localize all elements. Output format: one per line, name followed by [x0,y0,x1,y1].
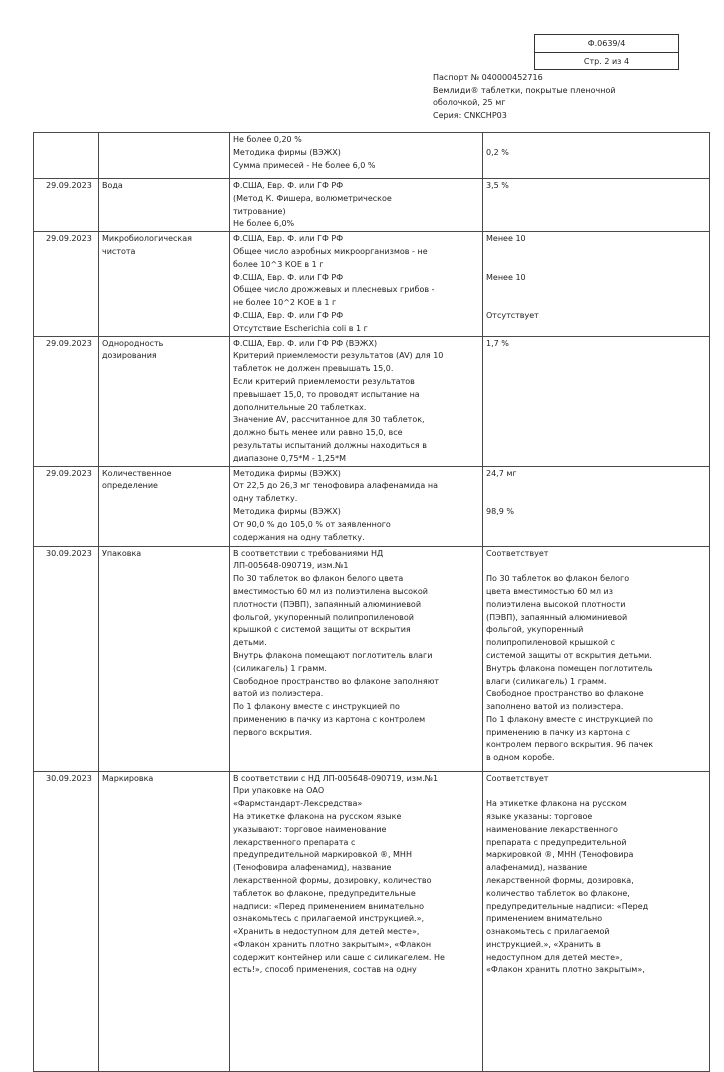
requirement-line: результаты испытаний должны находиться в [233,440,427,450]
requirement-line: диапазоне 0,75*M - 1,25*M [233,453,347,463]
result-line: Соответствует [486,548,549,558]
requirement-line: не более 10^2 КОЕ в 1 г [233,298,337,308]
test-date: 29.09.2023 [46,181,92,190]
result-line: 24,7 мг [486,468,517,478]
test-name-line: Микробиологическая [102,234,192,244]
requirement-line: Общее число дрожжевых и плесневых грибов - [233,285,435,295]
result-line: инструкцией.», «Хранить в [486,939,601,949]
table-row [34,771,710,1071]
requirement-line: таблеток не должен превышать 15,0. [233,364,394,374]
result-line: 0,2 % [486,147,509,157]
table-row [34,466,710,546]
requirement-line: ознакомьтесь с прилагаемой инструкцией.», [233,914,425,924]
batch-number: Серия: CNKCHP03 [433,110,507,120]
requirement-line: Ф.США, Евр. Ф. или ГФ РФ (ВЭЖХ) [233,338,378,348]
requirement-line: Общее число аэробных микроорганизмов - не [233,246,428,256]
test-name-line: определение [102,481,158,491]
result-line: полиэтилена высокой плотности [486,599,626,609]
product-form: оболочкой, 25 мг [433,98,506,107]
result-line: в одном коробе. [486,753,555,763]
test-name-cell [99,466,230,546]
test-date: 29.09.2023 [46,234,92,244]
requirement-line: плотности (ПЭВП), запаянный алюминиевой [233,599,422,609]
result-line: По 30 таблеток во флакон белого [486,574,630,584]
test-name-line: Упаковка [102,548,142,558]
requirement-line: предупредительной маркировкой ®, МНН [233,850,412,860]
result-cell [483,546,710,771]
requirement-line: превышает 15,0, то проводят испытание на [233,389,420,399]
result-line: цвета вместимостью 60 мл из [486,586,613,596]
passport-number: Паспорт № 040000452716 [433,73,543,82]
result-line: системой защиты от вскрытия детьми. [486,650,652,660]
test-date-cell [34,546,99,771]
test-date: 29.09.2023 [46,338,92,348]
test-name-cell [99,133,230,179]
test-date-cell [34,133,99,179]
result-line: маркировкой ®, МНН (Тенофовира [486,850,634,860]
requirement-line: титрование) [233,206,286,216]
requirement-line: Методика фирмы (ВЭЖХ) [233,468,341,478]
result-cell [483,466,710,546]
result-line: «Флакон хранить плотно закрытым», [486,965,645,975]
requirement-line: Критерий приемлемости результатов (AV) для 10 [233,351,444,361]
result-line: контролем первого вскрытия. 96 пачек [486,740,654,750]
requirement-cell [230,466,483,546]
requirement-line: «Флакон хранить плотно закрытым», «Флакон [233,939,432,949]
requirement-line: надписи: «Перед применением внимательно [233,901,424,911]
requirement-line: лекарственного препарата с [233,837,356,847]
requirement-line: «Хранить в недоступном для детей месте», [233,927,420,937]
result-line: Соответствует [486,773,549,783]
requirement-line: От 22,5 до 26,3 мг тенофовира алафенамида на [233,481,438,491]
test-name-cell [99,336,230,466]
table-row [34,336,710,466]
requirement-line: содержания на одну таблетку. [233,532,365,542]
requirement-line: При упаковке на ОАО [233,786,325,796]
result-line: применением внимательно [486,914,603,924]
requirement-cell [230,771,483,1071]
result-line: По 1 флакону вместе с инструкцией по [486,714,653,724]
requirement-line: По 1 флакону вместе с инструкцией по [233,702,400,712]
requirement-line: (Тенофовира алафенамид), название [233,863,392,873]
result-line: Внутрь флакона помещен поглотитель [486,663,653,673]
table-row [34,232,710,336]
result-line: заполнено ватой из полиэстера. [486,702,624,712]
test-name-cell [99,232,230,336]
result-line: Менее 10 [486,234,526,244]
table-row [34,179,710,232]
requirement-line: Ф.США, Евр. Ф. или ГФ РФ [233,310,344,320]
analysis-table [33,132,710,1072]
requirement-line: содержит контейнер или саше с силикагелем. Не [233,952,445,962]
test-name-cell [99,179,230,232]
requirement-line: есть!», способ применения, состав на одну [233,965,417,975]
requirement-line: таблеток во флаконе, предупредительные [233,888,416,898]
test-name-line: дозирования [102,351,157,361]
requirement-line: должно быть менее или равно 15,0, все [233,428,403,438]
test-date-cell [34,336,99,466]
table-row [34,546,710,771]
requirement-cell [230,133,483,179]
test-name-line: Однородность [102,338,164,348]
test-name-line: Вода [102,181,123,190]
result-line: 1,7 % [486,338,509,348]
requirement-line: Не более 0,20 % [233,135,302,144]
result-line: (ПЭВП), запаянный алюминиевой [486,612,628,622]
requirement-line: указывают: торговое наименование [233,824,387,834]
test-date: 29.09.2023 [46,468,92,478]
requirement-line: ЛП-005648-090719, изм.№1 [233,561,349,571]
requirement-line: От 90,0 % до 105,0 % от заявленного [233,519,391,529]
requirement-line: дополнительные 20 таблетках. [233,402,367,412]
requirement-line: более 10^3 КОЕ в 1 г [233,259,324,269]
requirement-line: (Метод К. Фишера, волюметрическое [233,193,392,203]
requirement-line: По 30 таблеток во флакон белого цвета [233,574,404,584]
requirement-cell [230,336,483,466]
requirement-line: применению в пачку из картона с контролем [233,714,426,724]
requirement-line: Отсутствие Escherichia coli в 1 г [233,323,368,333]
test-date-cell [34,466,99,546]
test-date-cell [34,771,99,1071]
test-name-line: Количественное [102,468,172,478]
requirement-line: ватой из полиэстера. [233,689,324,699]
result-line: фольгой, укупоренный [486,625,584,635]
test-name-cell [99,546,230,771]
requirement-line: Значение AV, рассчитанное для 30 таблеток, [233,415,425,425]
result-cell [483,336,710,466]
result-line: недоступном для детей месте», [486,952,623,962]
test-name-cell [99,771,230,1071]
result-line: лекарственной формы, дозировка, [486,875,634,885]
requirement-line: Методика фирмы (ВЭЖХ) [233,506,341,516]
requirement-line: детьми. [233,638,267,648]
requirement-line: вместимостью 60 мл из полиэтилена высокой [233,586,428,596]
result-line: применению в пачку из картона с [486,727,630,737]
result-line: языке указаны: торговое [486,811,593,821]
requirement-line: фольгой, укупоренный полипропиленовой [233,612,414,622]
form-code: Ф.0639/4 [587,39,626,48]
requirement-line: «Фармстандарт-Лексредства» [233,799,363,809]
requirement-line: Сумма примесей - Не более 6,0 % [233,160,376,170]
table-row [34,133,710,179]
form-code-box [534,34,679,70]
requirement-line: Ф.США, Евр. Ф. или ГФ РФ [233,272,344,282]
requirement-cell [230,546,483,771]
result-cell [483,133,710,179]
requirement-line: Внутрь флакона помещают поглотитель влаги [233,650,433,660]
product-name: Вемлиди® таблетки, покрытые пленочной [433,85,616,95]
result-line: препарата с предупредительной [486,837,627,847]
result-line: наименование лекарственного [486,824,618,834]
requirement-line: Методика фирмы (ВЭЖХ) [233,147,341,157]
result-line: ознакомьтесь с прилагаемой [486,927,610,937]
result-cell [483,771,710,1071]
requirement-line: Ф.США, Евр. Ф. или ГФ РФ [233,181,344,190]
result-cell [483,232,710,336]
requirement-line: лекарственной формы, дозировку, количество [233,875,432,885]
requirement-line: В соответствии с требованиями НД [233,548,384,558]
test-name-line: чистота [102,246,136,256]
test-name-line: Маркировка [102,773,154,783]
requirement-line: одну таблетку. [233,494,298,504]
result-line: Свободное пространство во флаконе [486,689,644,699]
result-cell [483,179,710,232]
test-date: 30.09.2023 [46,773,92,783]
requirement-line: (силикагель) 1 грамм. [233,663,327,673]
test-date-cell [34,232,99,336]
result-line: предупредительные надписи: «Перед [486,901,649,911]
requirement-cell [230,179,483,232]
result-line: Отсутствует [486,310,539,320]
page-number: Стр. 2 из 4 [535,52,678,69]
result-line: 98,9 % [486,506,514,516]
result-line: алафенамид), название [486,863,588,873]
requirement-line: Ф.США, Евр. Ф. или ГФ РФ [233,234,344,244]
result-line: полипропиленовой крышкой с [486,638,615,648]
requirement-line: крышкой с системой защиты от вскрытия [233,625,411,635]
test-date-cell [34,179,99,232]
requirement-line: На этикетке флакона на русском языке [233,811,402,821]
result-line: влаги (силикагель) 1 грамм. [486,676,607,686]
requirement-line: Если критерий приемлемости результатов [233,376,415,386]
requirement-line: Не более 6,0% [233,219,295,229]
requirement-line: В соответствии с НД ЛП-005648-090719, изм.№1 [233,773,439,783]
requirement-cell [230,232,483,336]
result-line: На этикетке флакона на русском [486,799,627,809]
result-line: 3,5 % [486,181,509,190]
result-line: количество таблеток во флаконе, [486,888,630,898]
passport-block [433,72,663,122]
requirement-line: первого вскрытия. [233,727,313,737]
requirement-line: Свободное пространство во флаконе заполняют [233,676,440,686]
test-date: 30.09.2023 [46,548,92,558]
result-line: Менее 10 [486,272,526,282]
